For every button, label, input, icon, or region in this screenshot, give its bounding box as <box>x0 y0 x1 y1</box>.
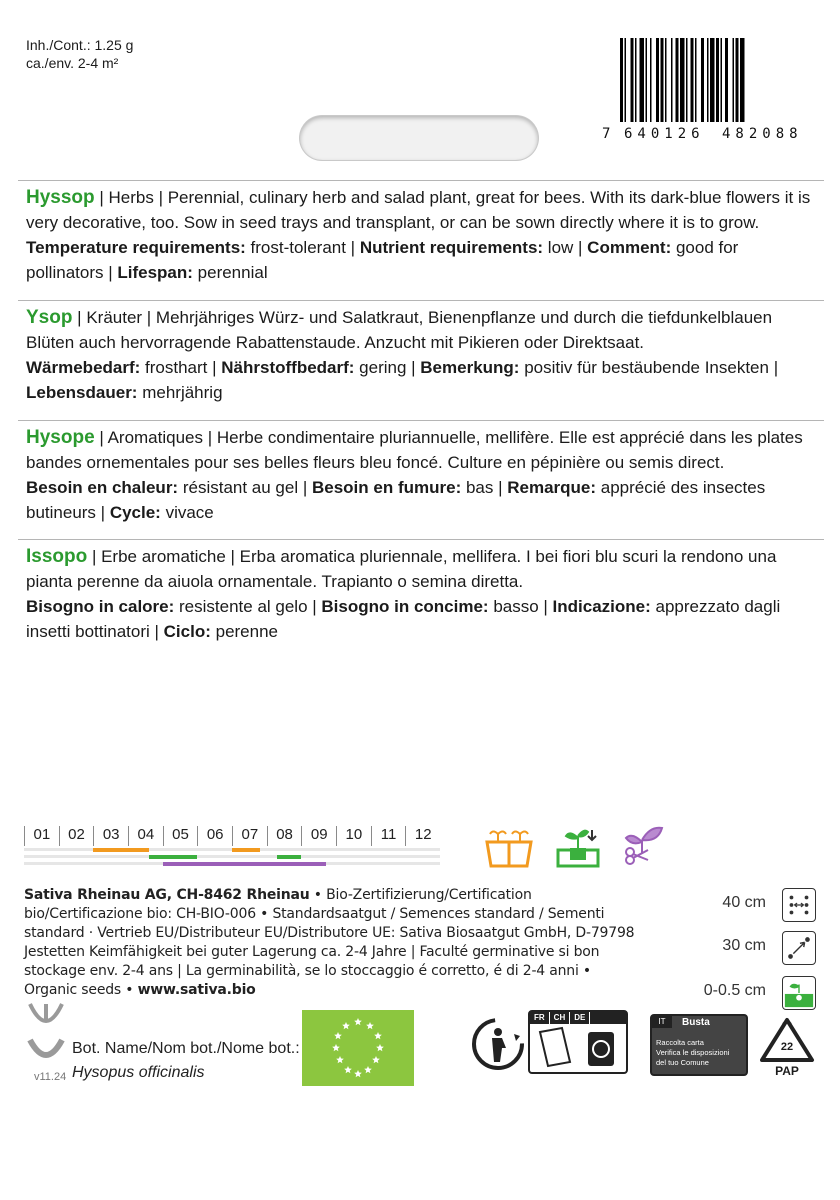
eu-star <box>374 1032 382 1039</box>
plant-spacing-icon <box>782 931 816 965</box>
temp-label-it: Bisogno in calore: <box>26 597 175 616</box>
comment-label-fr: Remarque: <box>507 478 597 497</box>
cycle-value-fr: vivace <box>160 503 214 522</box>
barcode <box>602 38 816 146</box>
calendar-period-bar <box>149 855 198 859</box>
plant-spacing <box>676 931 816 965</box>
plant-name-it: Issopo <box>26 546 88 567</box>
calendar-period-bar <box>232 848 260 852</box>
comment-value-en: good for pollinators <box>26 238 739 282</box>
calendar-month: 12 <box>405 826 440 846</box>
barcode-bar <box>650 38 652 122</box>
barcode-bar <box>701 38 704 122</box>
calendar-month: 03 <box>93 826 128 846</box>
harvest-icon <box>622 824 666 868</box>
section-english: Hyssop | Herbs | Perennial, culinary herb and salad plant, great for bees. With its dark-blue flowers it is very decorative, too. Sow in seed trays and transplant, or can be sown directly where it is to grow. Temperature requirements: frost-tolerant | Nutrient requirements: low | Comment: good for pollinators | Lifespan: perennial <box>26 187 811 282</box>
barcode-bar <box>671 38 673 122</box>
country-tag: FR <box>530 1012 550 1024</box>
description-en: | Herbs | Perennial, culinary herb and salad plant, great for bees. With its dark-blue flowers it is very decorative, too. Sow in seed trays and transplant, or can be sown directly where it is to grow. <box>26 188 811 232</box>
barcode-bar <box>661 38 664 122</box>
it-line-2: Verifica le disposizioni <box>656 1048 730 1057</box>
eu-star <box>336 1056 344 1063</box>
cycle-label-it: Ciclo: <box>163 622 211 641</box>
lifespan-label-de: Lebensdauer: <box>26 383 138 402</box>
plant-name-de: Ysop <box>26 307 73 328</box>
eu-star <box>334 1032 342 1039</box>
triman-icon <box>470 1016 526 1072</box>
botanical-label: Bot. Name/Nom bot./Nome bot.: <box>72 1040 300 1057</box>
country-tag: DE <box>570 1012 590 1024</box>
sativa-logo <box>26 1000 66 1070</box>
company-text: • Bio-Zertifizierung/Certification bio/Certificazione bio: CH-BIO-006 • Standardsaatgut / Semences standard / Sementi standard · Vertrieb EU/Distributeur EU/Distributore UE: Sativa Biosaatgut GmbH, D-79798 Jestetten Keimfähigkeit bei guter Lagerung ca. 2-4 Jahre | Faculté germinative si bon stockage env. 2-4 ans | La germinabilità, se lo stoccaggio é corretto, é di 2-4 anni • Organic seeds • <box>24 887 635 998</box>
comment-value-fr: apprécié des insectes butineurs <box>26 478 766 522</box>
eu-star <box>332 1044 340 1051</box>
eu-star <box>354 1018 362 1025</box>
comment-label-de: Bemerkung: <box>420 358 520 377</box>
nutrient-value-en: low | <box>543 238 588 257</box>
cycle-value-it: perenne <box>210 622 279 641</box>
botanical-name: Hysopus officinalis <box>72 1064 205 1081</box>
temp-label-fr: Besoin en chaleur: <box>26 478 179 497</box>
indication-value-it: apprezzato dagli insetti bottinatori | <box>26 597 781 641</box>
calendar-month: 09 <box>301 826 336 846</box>
content-weight: Inh./Cont.: 1.25 g <box>26 37 134 53</box>
comment-label-en: Comment: <box>587 238 672 257</box>
barcode-bar <box>716 38 719 122</box>
seed-tray-icon <box>484 828 534 868</box>
barcode-digits-3: 482088 <box>722 126 803 142</box>
eu-star <box>342 1022 350 1029</box>
hang-hole <box>300 116 538 160</box>
barcode-bar <box>695 38 697 122</box>
eu-star <box>354 1070 362 1077</box>
content-info <box>26 36 133 72</box>
eu-leaf-stars <box>302 1010 414 1086</box>
calendar-month: 04 <box>128 826 163 846</box>
calendar-month: 10 <box>336 826 371 846</box>
row-spacing <box>676 888 816 922</box>
it-code: IT <box>652 1016 672 1028</box>
coverage-area: ca./env. 2-4 m² <box>26 55 119 71</box>
eu-star <box>372 1056 380 1063</box>
divider <box>18 539 824 540</box>
eu-star <box>366 1022 374 1029</box>
barcode-bar <box>740 38 745 122</box>
temp-label-en: Temperature requirements: <box>26 238 246 257</box>
section-french: Hysope | Aromatiques | Herbe condimentaire pluriannuelle, mellifère. Elle est apprécié dans les plates bandes ornementales pour ses belles fleurs bleu foncé. Culture en pépinière ou semis direct. Besoin en chaleur: résistant au gel | Besoin en fumure: bas | Remarque: apprécié des insectes butineurs | Cycle: vivace <box>26 427 803 522</box>
calendar-track <box>24 855 440 858</box>
calendar-month: 11 <box>371 826 406 846</box>
plant-spacing-value: 30 cm <box>722 937 766 954</box>
lifespan-value-de: mehrjährig <box>137 383 223 402</box>
barcode-bar <box>625 38 627 122</box>
barcode-bars <box>602 38 816 124</box>
row-spacing-icon <box>782 888 816 922</box>
company-info <box>24 886 644 1000</box>
divider <box>18 420 824 421</box>
barcode-bar <box>665 38 667 122</box>
barcode-bar <box>725 38 728 122</box>
sowing-depth-icon <box>782 976 816 1010</box>
comment-value-de: positiv für bestäubende Insekten | <box>519 358 779 377</box>
plant-name-en: Hyssop <box>26 187 95 208</box>
transplant-icon <box>556 826 600 868</box>
barcode-digit-1: 7 <box>602 126 616 142</box>
temp-value-it: resistente al gelo | <box>174 597 322 616</box>
barcode-bar <box>635 38 637 122</box>
calendar-month: 08 <box>267 826 302 846</box>
pap-recycling-symbol <box>758 1016 816 1080</box>
divider <box>18 180 824 181</box>
it-line-3: del tuo Comune <box>656 1058 709 1067</box>
calendar-months <box>24 826 440 846</box>
nutrient-label-fr: Besoin en fumure: <box>311 478 462 497</box>
temp-value-fr: résistant au gel | <box>178 478 312 497</box>
calendar-period-bar <box>93 848 148 852</box>
barcode-digits-2: 640126 <box>624 126 705 142</box>
sorting-label-it <box>650 1014 748 1076</box>
paper-bin-icon <box>530 1024 626 1072</box>
barcode-bar <box>736 38 739 122</box>
barcode-bar <box>620 38 623 122</box>
barcode-bar <box>640 38 645 122</box>
nutrient-value-fr: bas | <box>461 478 508 497</box>
nutrient-label-de: Nährstoffbedarf: <box>221 358 355 377</box>
calendar-period-bar <box>163 862 326 866</box>
nutrient-label-en: Nutrient requirements: <box>359 238 544 257</box>
plant-name-fr: Hysope <box>26 427 95 448</box>
sowing-depth-value: 0-0.5 cm <box>703 982 766 999</box>
pap-label: PAP <box>775 1064 799 1078</box>
barcode-bar <box>721 38 723 122</box>
description-de: | Kräuter | Mehrjähriges Würz- und Salatkraut, Bienenpflanze und durch die tiefdunkelblauen Blüten auch hervorragende Rabattenstaude. Anzucht mit Pikieren oder Direktsaat. <box>26 308 773 352</box>
barcode-bar <box>707 38 709 122</box>
sorting-label-fr-ch-de <box>528 1010 628 1074</box>
temp-label-de: Wärmebedarf: <box>26 358 141 377</box>
it-title: Busta <box>682 1017 710 1028</box>
version-label: v11.24 <box>34 1071 67 1083</box>
cycle-label-fr: Cycle: <box>109 503 161 522</box>
barcode-bar <box>631 38 634 122</box>
sowing-depth <box>676 976 816 1010</box>
calendar-month: 05 <box>163 826 198 846</box>
eu-star <box>364 1066 372 1073</box>
indication-label-it: Indicazione: <box>552 597 651 616</box>
nutrient-label-it: Bisogno in concime: <box>321 597 489 616</box>
temp-value-de: frosthart | <box>140 358 222 377</box>
section-german <box>26 305 818 405</box>
country-tag: CH <box>550 1012 571 1024</box>
barcode-bar <box>686 38 688 122</box>
calendar-month: 07 <box>232 826 267 846</box>
eu-organic-logo <box>302 1010 414 1086</box>
eu-star <box>376 1044 384 1051</box>
barcode-bar <box>733 38 735 122</box>
barcode-bar <box>680 38 685 122</box>
calendar-month: 01 <box>24 826 59 846</box>
temp-value-en: frost-tolerant | <box>245 238 360 257</box>
calendar-period-bar <box>277 855 301 859</box>
lifespan-value-en: perennial <box>192 263 268 282</box>
sowing-calendar <box>24 826 440 872</box>
nutrient-value-de: gering | <box>354 358 421 377</box>
barcode-bar <box>646 38 648 122</box>
barcode-bar <box>691 38 694 122</box>
barcode-bar <box>656 38 659 122</box>
nutrient-value-it: basso | <box>488 597 553 616</box>
row-spacing-value: 40 cm <box>722 894 766 911</box>
barcode-bar <box>676 38 679 122</box>
pap-number: 22 <box>780 1041 794 1053</box>
it-line-1: Raccolta carta <box>656 1038 704 1047</box>
lifespan-label-en: Lifespan: <box>117 263 193 282</box>
description-fr: | Aromatiques | Herbe condimentaire pluriannuelle, mellifère. Elle est apprécié dans les plates bandes ornementales pour ses belles fleurs bleu foncé. Culture en pépinière ou semis direct. <box>26 428 803 472</box>
company-name: Sativa Rheinau AG, CH-8462 Rheinau <box>24 887 310 903</box>
calendar-month: 02 <box>59 826 94 846</box>
divider <box>18 300 824 301</box>
barcode-bar <box>710 38 715 122</box>
eu-star <box>344 1066 352 1073</box>
calendar-month: 06 <box>197 826 232 846</box>
company-website[interactable]: www.sativa.bio <box>137 982 256 998</box>
description-it: | Erbe aromatiche | Erba aromatica pluriennale, mellifera. I bei fiori blu scuri la rendono una pianta perenne da aiuola ornamentale. Trapianto o semina diretta. <box>26 547 777 591</box>
section-italian <box>26 544 818 644</box>
